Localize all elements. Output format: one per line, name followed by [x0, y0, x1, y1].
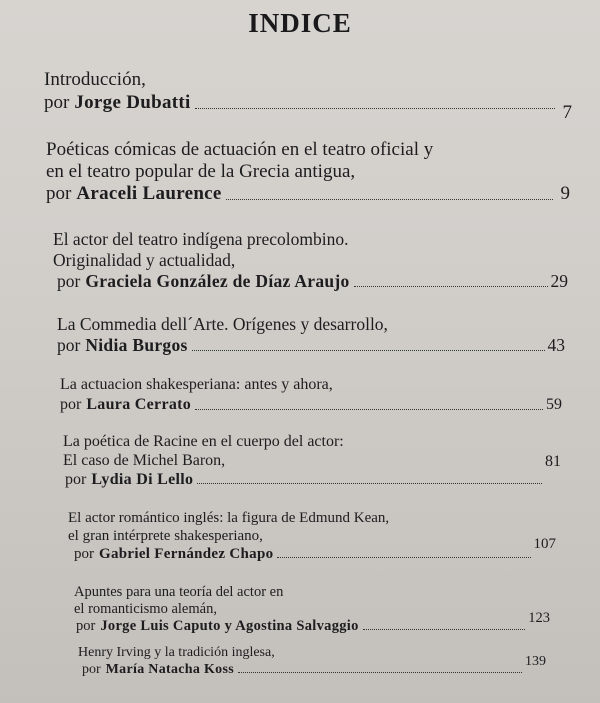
por-label: por: [44, 92, 70, 113]
dot-leader: [238, 672, 522, 673]
toc-entry: [63, 432, 561, 489]
dot-leader: [277, 557, 530, 558]
entry-title-line: La poética de Racine en el cuerpo del actor:: [63, 433, 344, 450]
toc-entry: [53, 229, 568, 292]
entry-author: Nidia Burgos: [85, 335, 188, 355]
por-label: por: [76, 618, 96, 634]
entry-byline: [57, 271, 568, 292]
entry-title-line: en el teatro popular de la Grecia antigua,: [46, 161, 356, 182]
entry-title-line: El actor del teatro indígena precolombino.: [53, 229, 349, 249]
entry-page-number: 9: [560, 183, 570, 204]
por-label: por: [57, 271, 81, 291]
por-label: por: [65, 471, 87, 488]
entry-page-number: 81: [545, 453, 561, 470]
entry-page-number: 7: [562, 102, 572, 123]
entry-page-number: 123: [528, 610, 550, 626]
dot-leader: [195, 108, 555, 109]
entry-title-line: La Commedia dell´Arte. Orígenes y desarrollo,: [57, 314, 388, 334]
toc-entry: [68, 509, 556, 563]
dot-leader: [195, 409, 543, 410]
entry-byline: [74, 536, 556, 563]
entry-page-number: 107: [533, 536, 556, 552]
toc-entry: [60, 375, 562, 415]
entry-title-line: El actor romántico inglés: la figura de Edmund Kean,: [68, 510, 390, 526]
entry-page-number: 29: [550, 271, 568, 291]
entry-byline: [57, 335, 565, 356]
dot-leader: [192, 350, 545, 351]
entry-author: Graciela González de Díaz Araujo: [85, 271, 350, 291]
toc-entry: [74, 584, 550, 635]
toc-entry: [46, 139, 570, 205]
entry-author: Jorge Luis Caputo y Agostina Salvaggio: [100, 618, 359, 634]
entry-title-line: el gran intérprete shakesperiano,: [68, 528, 263, 544]
dot-leader: [363, 629, 526, 630]
entry-author: Jorge Dubatti: [74, 92, 191, 113]
entry-author: Araceli Laurence: [76, 183, 222, 204]
por-label: por: [82, 662, 101, 677]
entry-title-line: el romanticismo alemán,: [74, 601, 217, 617]
entry-title-line: Originalidad y actualidad,: [53, 250, 236, 270]
entry-byline: [82, 654, 546, 678]
entry-title-line: Introducción,: [44, 69, 146, 90]
dot-leader: [197, 483, 542, 484]
toc-entry: [57, 314, 565, 356]
entry-byline: [76, 610, 550, 635]
toc-entry: [44, 68, 572, 123]
entry-byline: [60, 395, 562, 415]
entry-title-line: Poéticas cómicas de actuación en el teatro oficial y: [46, 139, 434, 160]
por-label: por: [57, 335, 81, 355]
toc-entry: [78, 644, 546, 678]
por-label: por: [60, 396, 82, 413]
entry-title-line: El caso de Michel Baron,: [63, 452, 226, 469]
entry-author: Lydia Di Lello: [91, 471, 194, 488]
entry-author: Laura Cerrato: [86, 396, 192, 413]
entry-byline: [46, 183, 570, 205]
entry-title-line: Apuntes para una teoría del actor en: [74, 584, 284, 600]
entry-title-line: Henry Irving y la tradición inglesa,: [78, 645, 275, 660]
entry-page-number: 59: [546, 396, 562, 413]
entry-author: Gabriel Fernández Chapo: [99, 546, 274, 562]
entry-title-line: La actuacion shakesperiana: antes y ahora,: [60, 376, 333, 393]
por-label: por: [46, 183, 72, 204]
entry-byline: [44, 91, 572, 123]
index-heading: INDICE: [248, 8, 352, 38]
entry-page-number: 139: [525, 654, 546, 669]
por-label: por: [74, 546, 94, 562]
dot-leader: [354, 286, 548, 287]
dot-leader: [226, 199, 553, 200]
entry-page-number: 43: [547, 335, 565, 355]
entry-author: María Natacha Koss: [105, 662, 234, 677]
